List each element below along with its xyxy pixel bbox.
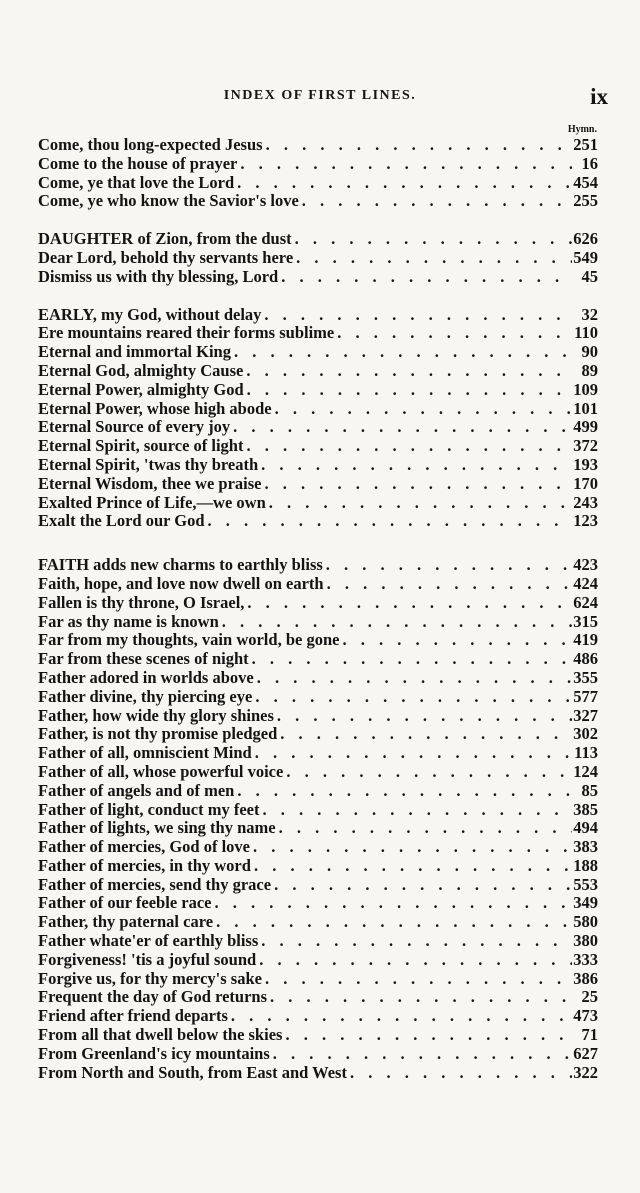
first-line-text: FAITH adds new charms to earthly bliss — [38, 555, 323, 575]
hymn-number: 101 — [573, 398, 598, 418]
dot-leader — [261, 306, 572, 325]
dot-leader — [258, 932, 572, 951]
hymn-number: 85 — [581, 780, 598, 800]
dot-leader — [277, 725, 572, 744]
first-line-text: Father, thy paternal care — [38, 912, 214, 932]
hymn-number: 16 — [581, 153, 598, 173]
hymn-number: 424 — [573, 573, 598, 593]
dot-leader — [231, 343, 572, 362]
index-entry — [38, 1026, 598, 1045]
first-line-text: Eternal Power, almighty God — [38, 379, 244, 399]
hymn-number: 419 — [573, 630, 598, 650]
first-line-text: Come, ye who know the Savior's love — [38, 191, 299, 211]
index-entry — [38, 988, 598, 1007]
index-entry — [38, 932, 598, 951]
dot-leader — [339, 631, 572, 650]
index-entry — [38, 613, 598, 632]
dot-leader — [237, 155, 572, 174]
page-header — [40, 84, 608, 110]
hymn-column-label: Hymn. — [567, 124, 597, 135]
hymn-number: 349 — [573, 893, 598, 913]
index-entry — [38, 268, 598, 287]
dot-leader — [272, 400, 572, 419]
hymn-number: 113 — [574, 743, 598, 763]
dot-leader — [258, 456, 572, 475]
index-group — [38, 230, 598, 286]
index-entry — [38, 688, 598, 707]
first-line-text: Father of light, conduct my feet — [38, 799, 260, 819]
first-line-text: Eternal Source of every joy — [38, 417, 231, 437]
hymn-number: 322 — [573, 1062, 598, 1082]
first-line-text: Father of angels and of men — [38, 780, 235, 800]
index-group — [38, 306, 598, 532]
index-entry — [38, 725, 598, 744]
dot-leader — [244, 594, 572, 613]
index-entry — [38, 381, 598, 400]
hymn-number: 577 — [573, 686, 598, 706]
index-entry — [38, 819, 598, 838]
hymn-number: 333 — [573, 949, 598, 969]
first-line-text: Eternal Spirit, source of light — [38, 436, 244, 456]
dot-leader — [347, 1064, 572, 1083]
index-entry — [38, 456, 598, 475]
hymn-number: 45 — [581, 266, 598, 286]
first-line-text: Come to the house of prayer — [38, 153, 238, 173]
index-entry — [38, 324, 598, 343]
index-entry — [38, 707, 598, 726]
hymn-number: 627 — [573, 1043, 598, 1063]
index-entry — [38, 1045, 598, 1064]
index-entry — [38, 801, 598, 820]
hymn-number: 473 — [573, 1006, 598, 1026]
index-entry — [38, 575, 598, 594]
index-entry — [38, 249, 598, 268]
index-entry — [38, 556, 598, 575]
dot-leader — [282, 1026, 572, 1045]
dot-leader — [230, 418, 572, 437]
dot-leader — [283, 763, 572, 782]
index-entry — [38, 494, 598, 513]
dot-leader — [274, 707, 572, 726]
first-line-text: Far as thy name is known — [38, 611, 219, 631]
index-entry — [38, 343, 598, 362]
hymn-number: 327 — [573, 705, 598, 725]
first-line-text: Father of all, omniscient Mind — [38, 743, 252, 763]
dot-leader — [323, 556, 572, 575]
index-entry — [38, 782, 598, 801]
first-line-text: Frequent the day of God returns — [38, 987, 268, 1007]
index-entry — [38, 155, 598, 174]
dot-leader — [234, 782, 572, 801]
first-line-text: DAUGHTER of Zion, from the dust — [38, 229, 292, 249]
hymn-number: 549 — [573, 247, 598, 267]
hymn-number: 355 — [573, 667, 598, 687]
hymn-number: 170 — [573, 473, 598, 493]
hymn-number: 386 — [573, 968, 598, 988]
dot-leader — [256, 951, 572, 970]
hymn-number: 32 — [581, 304, 598, 324]
index-entry — [38, 744, 598, 763]
first-line-text: Come, ye that love the Lord — [38, 172, 235, 192]
first-line-text: Father of lights, we sing thy name — [38, 818, 276, 838]
dot-leader — [267, 988, 572, 1007]
dot-leader — [251, 857, 572, 876]
hymn-number: 494 — [573, 818, 598, 838]
index-entry — [38, 1007, 598, 1026]
dot-leader — [276, 819, 572, 838]
hymn-number: 553 — [573, 874, 598, 894]
dot-leader — [270, 1045, 572, 1064]
dot-leader — [254, 669, 572, 688]
dot-leader — [262, 970, 572, 989]
index-entry — [38, 594, 598, 613]
index-entry — [38, 763, 598, 782]
first-line-text: Eternal Spirit, 'twas thy breath — [38, 454, 259, 474]
hymn-number: 89 — [581, 360, 598, 380]
hymn-number: 624 — [573, 592, 598, 612]
first-line-text: Father, how wide thy glory shines — [38, 705, 274, 725]
hymn-number: 90 — [581, 342, 598, 362]
hymn-number: 423 — [573, 555, 598, 575]
page-number: ix — [590, 84, 608, 109]
first-line-text: EARLY, my God, without delay — [38, 304, 262, 324]
dot-leader — [213, 913, 572, 932]
first-line-text: Father of mercies, in thy word — [38, 855, 251, 875]
first-lines-index — [38, 136, 598, 1082]
dot-leader — [234, 174, 572, 193]
hymn-number: 486 — [573, 649, 598, 669]
hymn-number: 188 — [573, 855, 598, 875]
first-line-text: Father divine, thy piercing eye — [38, 686, 253, 706]
hymn-number: 123 — [573, 511, 598, 531]
dot-leader — [252, 744, 572, 763]
index-entry — [38, 400, 598, 419]
first-line-text: Eternal God, almighty Cause — [38, 360, 244, 380]
first-line-text: From all that dwell below the skies — [38, 1025, 283, 1045]
hymn-number: 380 — [573, 931, 598, 951]
first-line-text: From North and South, from East and West — [38, 1062, 347, 1082]
dot-leader — [262, 475, 573, 494]
index-entry — [38, 136, 598, 155]
index-entry — [38, 894, 598, 913]
dot-leader — [292, 230, 572, 249]
dot-leader — [278, 268, 572, 287]
hymn-number: 109 — [573, 379, 598, 399]
index-entry — [38, 192, 598, 211]
dot-leader — [219, 613, 572, 632]
first-line-text: Dismiss us with thy blessing, Lord — [38, 266, 279, 286]
dot-leader — [228, 1007, 572, 1026]
index-entry — [38, 876, 598, 895]
index-entry — [38, 475, 598, 494]
dot-leader — [260, 801, 573, 820]
index-group — [38, 136, 598, 211]
hymn-number: 383 — [573, 837, 598, 857]
index-entry — [38, 669, 598, 688]
first-line-text: Father of our feeble race — [38, 893, 212, 913]
hymn-number: 499 — [573, 417, 598, 437]
first-line-text: From Greenland's icy mountains — [38, 1043, 270, 1063]
first-line-text: Father of mercies, send thy grace — [38, 874, 272, 894]
dot-leader — [205, 512, 572, 531]
dot-leader — [263, 136, 572, 155]
dot-leader — [324, 575, 572, 594]
dot-leader — [334, 324, 572, 343]
hymn-number: 580 — [573, 912, 598, 932]
hymn-number: 243 — [573, 492, 598, 512]
index-entry — [38, 306, 598, 325]
hymn-number: 302 — [573, 724, 598, 744]
dot-leader — [212, 894, 573, 913]
index-entry — [38, 1064, 598, 1083]
index-entry — [38, 230, 598, 249]
first-line-text: Father, is not thy promise pledged — [38, 724, 278, 744]
first-line-text: Come, thou long-expected Jesus — [38, 135, 263, 154]
index-group — [38, 556, 598, 1082]
first-line-text: Far from my thoughts, vain world, be gone — [38, 630, 340, 650]
hymn-number: 124 — [573, 761, 598, 781]
hymn-number: 71 — [581, 1025, 598, 1045]
first-line-text: Eternal Wisdom, thee we praise — [38, 473, 262, 493]
first-line-text: Far from these scenes of night — [38, 649, 249, 669]
hymn-number: 193 — [573, 454, 598, 474]
first-line-text: Ere mountains reared their forms sublime — [38, 323, 335, 343]
index-entry — [38, 838, 598, 857]
first-line-text: Friend after friend departs — [38, 1006, 228, 1026]
first-line-text: Father of mercies, God of love — [38, 837, 251, 857]
index-entry — [38, 631, 598, 650]
dot-leader — [266, 494, 572, 513]
index-entry — [38, 970, 598, 989]
index-entry — [38, 951, 598, 970]
hymn-number: 255 — [573, 191, 598, 211]
hymn-number: 372 — [573, 436, 598, 456]
dot-leader — [250, 838, 572, 857]
hymn-number: 315 — [573, 611, 598, 631]
hymn-number: 25 — [581, 987, 598, 1007]
dot-leader — [243, 362, 572, 381]
index-entry — [38, 437, 598, 456]
dot-leader — [299, 192, 572, 211]
page-title: INDEX OF FIRST LINES. — [223, 88, 417, 103]
first-line-text: Eternal and immortal King — [38, 342, 231, 362]
dot-leader — [293, 249, 572, 268]
index-entry — [38, 913, 598, 932]
first-line-text: Exalt the Lord our God — [38, 511, 205, 531]
first-line-text: Father whate'er of earthly bliss — [38, 931, 259, 951]
first-line-text: Father of all, whose powerful voice — [38, 761, 284, 781]
dot-leader — [252, 688, 572, 707]
index-entry — [38, 362, 598, 381]
dot-leader — [243, 437, 572, 456]
index-entry — [38, 174, 598, 193]
first-line-text: Forgive us, for thy mercy's sake — [38, 968, 262, 988]
first-line-text: Eternal Power, whose high abode — [38, 398, 272, 418]
first-line-text: Father adored in worlds above — [38, 667, 254, 687]
hymn-number: 385 — [573, 799, 598, 819]
dot-leader — [249, 650, 572, 669]
index-entry — [38, 418, 598, 437]
first-line-text: Dear Lord, behold thy servants here — [38, 247, 294, 267]
index-entry — [38, 857, 598, 876]
dot-leader — [244, 381, 572, 400]
first-line-text: Exalted Prince of Life,—we own — [38, 492, 266, 512]
first-line-text: Fallen is thy throne, O Israel, — [38, 592, 245, 612]
hymn-number: 251 — [573, 135, 598, 154]
first-line-text: Faith, hope, and love now dwell on earth — [38, 573, 324, 593]
hymn-number: 626 — [573, 229, 598, 249]
dot-leader — [271, 876, 572, 895]
index-entry — [38, 512, 598, 531]
hymn-number: 454 — [573, 172, 598, 192]
first-line-text: Forgiveness! 'tis a joyful sound — [38, 949, 257, 969]
hymn-number: 110 — [574, 323, 598, 343]
index-entry — [38, 650, 598, 669]
